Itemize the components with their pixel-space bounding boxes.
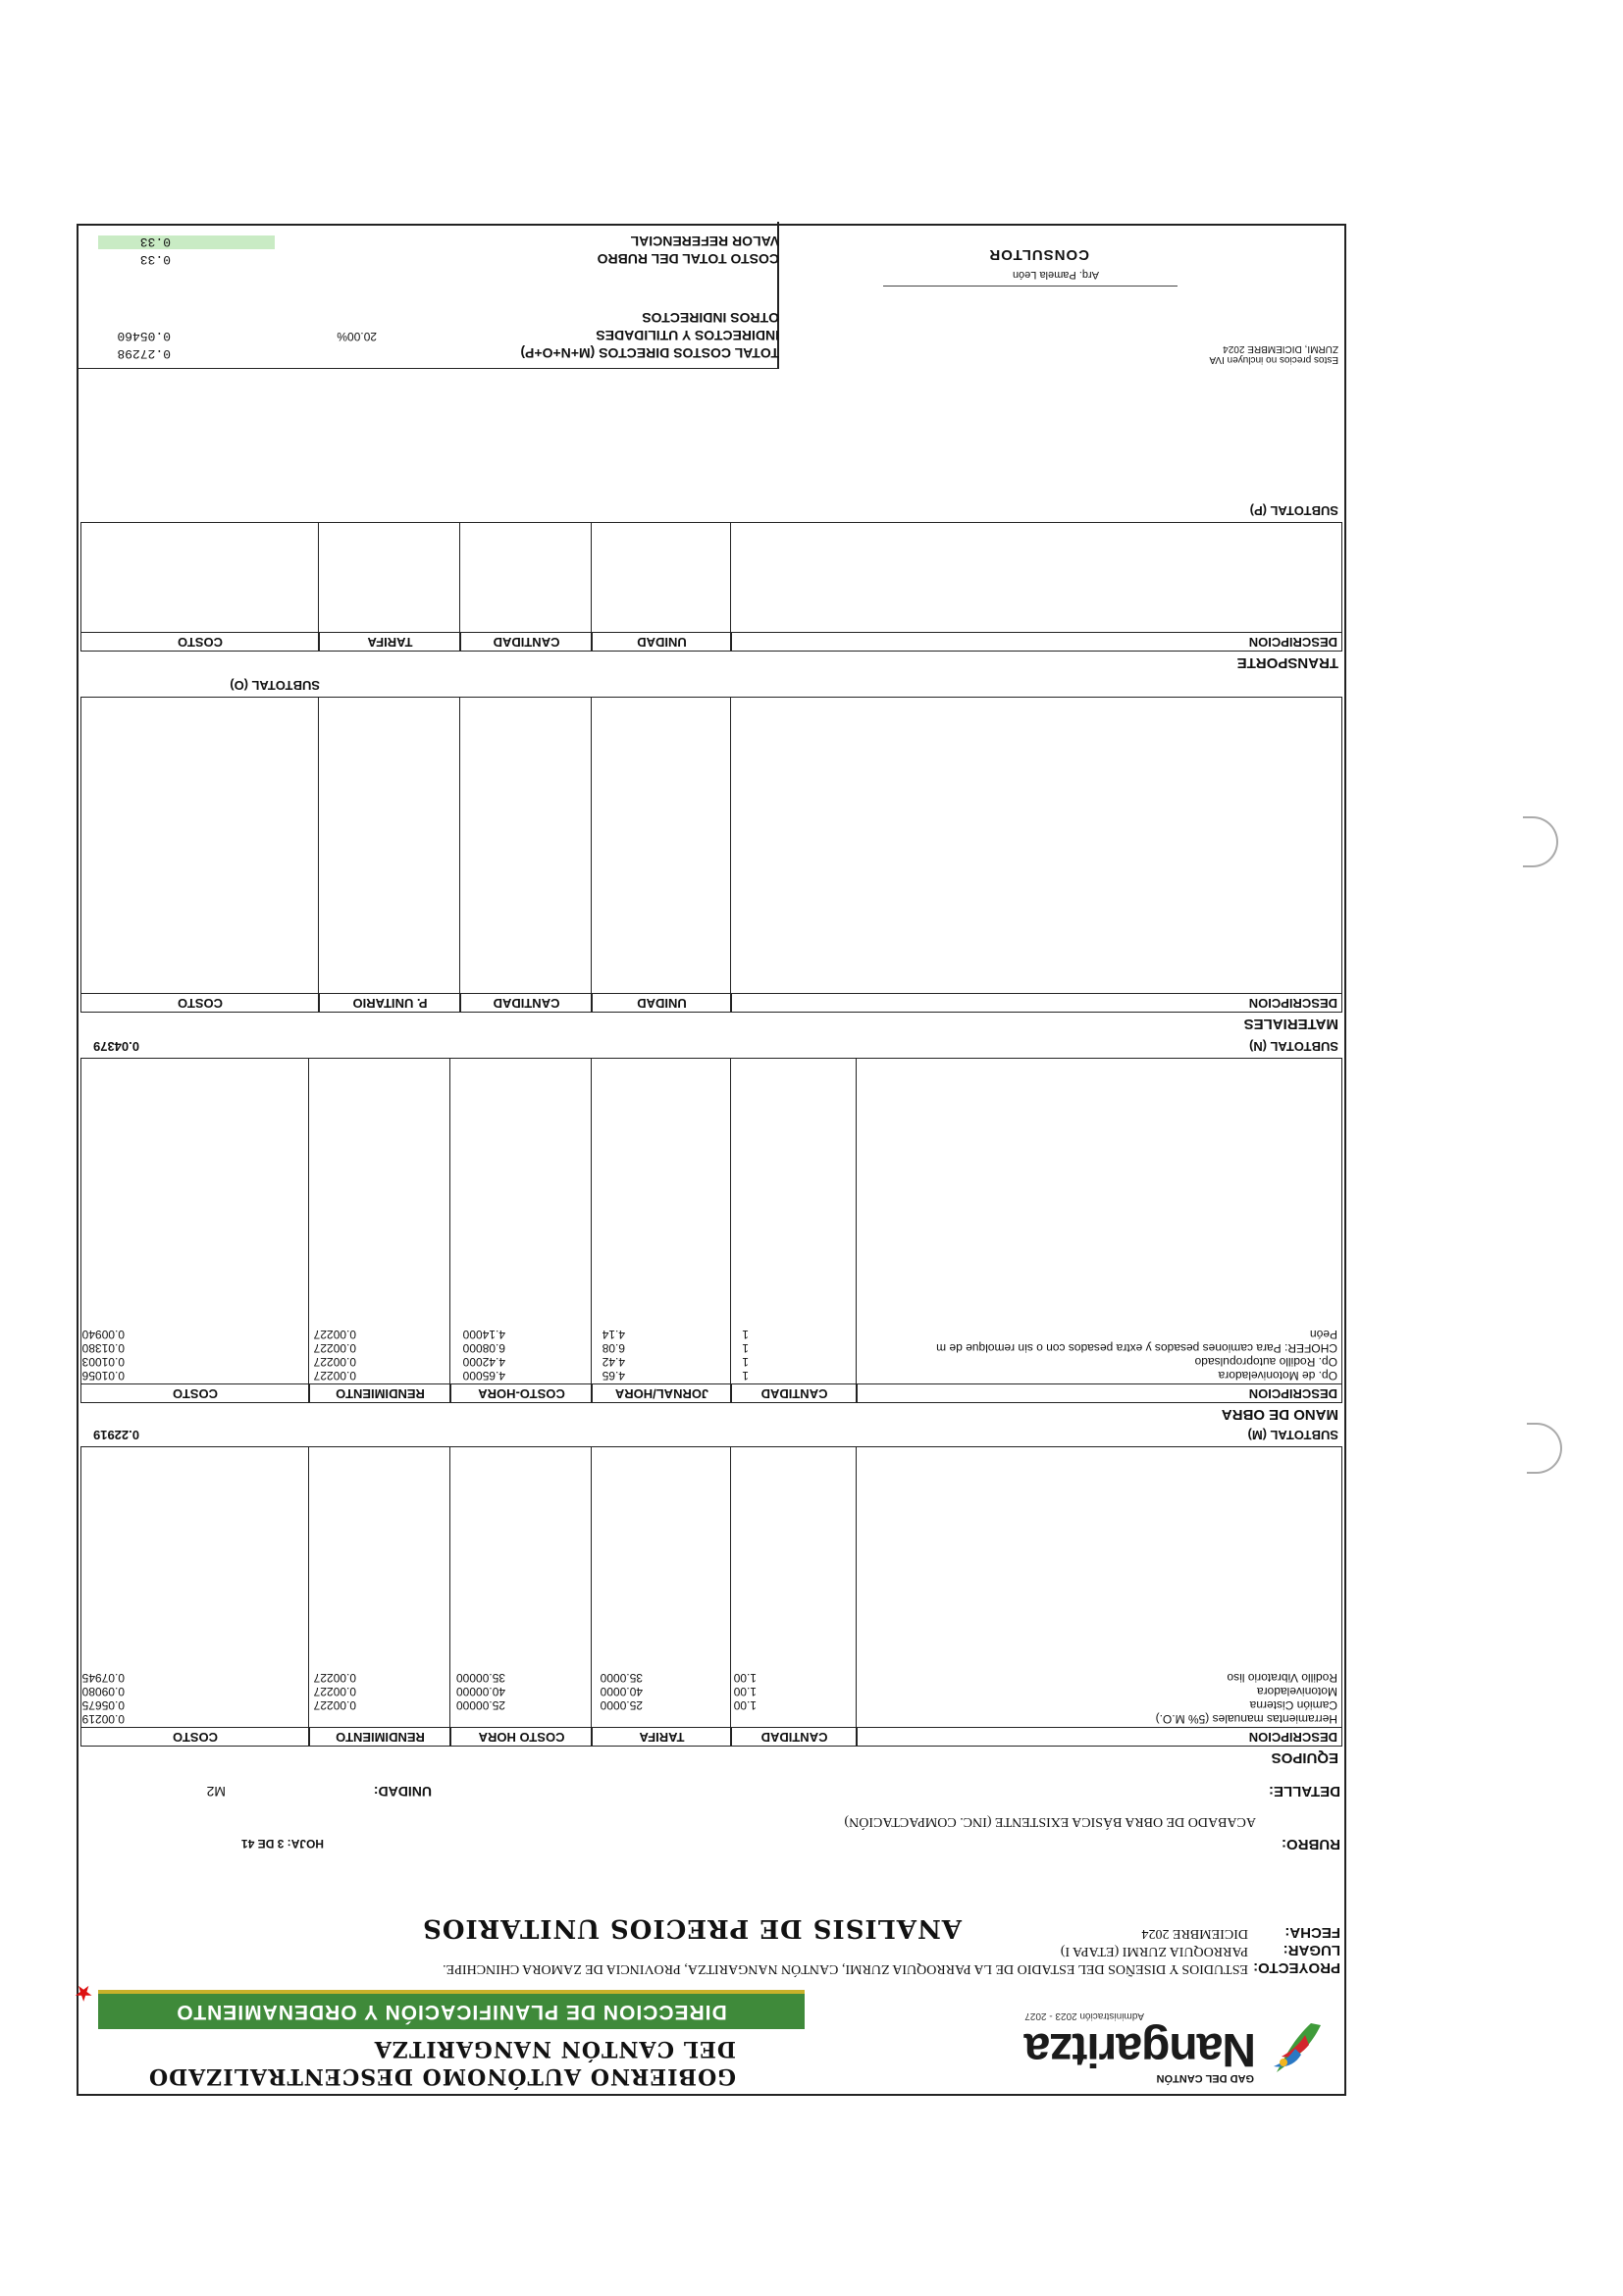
column-divider bbox=[308, 1447, 309, 1746]
transport-title: TRANSPORTE bbox=[1236, 654, 1338, 671]
labor-performance: 0.00227 bbox=[313, 1341, 356, 1355]
rubro-label: RUBRO: bbox=[1282, 1836, 1340, 1852]
labor-desc: Op. de Motoniveladora bbox=[1218, 1369, 1337, 1383]
labor-wage: 4.42 bbox=[602, 1355, 625, 1369]
equipment-quantity: 1.00 bbox=[733, 1698, 757, 1712]
materials-title: MATERIALES bbox=[1243, 1016, 1338, 1032]
equipment-subtotal: 0.22919 bbox=[93, 1428, 139, 1442]
equipment-title: EQUIPOS bbox=[1271, 1749, 1338, 1766]
labor-quantity: 1 bbox=[742, 1328, 749, 1341]
column-divider bbox=[308, 1059, 309, 1402]
punch-hole bbox=[1527, 1423, 1562, 1474]
project-value: ESTUDIOS Y DISEÑOS DEL ESTADIO DE LA PARROQUIA ZURMI, CANTÓN NANGARITZA, PROVINCIA DE ZAMORA CHINCHIPE. bbox=[443, 1961, 1248, 1976]
unit-value: M2 bbox=[206, 1784, 226, 1800]
column-divider bbox=[730, 523, 731, 651]
column-divider bbox=[459, 698, 460, 1012]
reference-value: 0.33 bbox=[139, 235, 171, 249]
equipment-header-performance: RENDIMIENTO bbox=[309, 1728, 450, 1746]
consultant-title: CONSULTOR bbox=[988, 246, 1089, 263]
labor-hour-cost: 4.65000 bbox=[462, 1369, 505, 1383]
document-title: ANALISIS DE PRECIOS UNITARIOS bbox=[422, 1913, 962, 1943]
column-divider bbox=[459, 523, 460, 651]
header-divider bbox=[81, 993, 1341, 994]
equipment-cost: 0.07945 bbox=[81, 1671, 125, 1685]
labor-title: MANO DE OBRA bbox=[1221, 1406, 1338, 1423]
totals bbox=[79, 222, 779, 365]
equipment-table bbox=[80, 1446, 1342, 1747]
column-divider bbox=[730, 698, 731, 1012]
hummingbird-logo-icon bbox=[1262, 2015, 1331, 2084]
labor-desc: Op. Rodillo autopropulsado bbox=[1194, 1355, 1337, 1369]
labor-subtotal: 0.04379 bbox=[93, 1039, 139, 1054]
project-row bbox=[84, 1957, 1340, 1976]
labor-cost: 0.01380 bbox=[81, 1341, 125, 1355]
location-value: PARROQUIA ZURMI (ETAPA I) bbox=[1060, 1944, 1248, 1958]
indirect-label: INDIRECTOS Y UTILIDADES bbox=[596, 328, 779, 343]
labor-cost: 0.00940 bbox=[81, 1328, 125, 1341]
equipment-cost: 0.00219 bbox=[81, 1712, 125, 1726]
equipment-rate: 35.0000 bbox=[600, 1671, 643, 1685]
equipment-performance: 0.00227 bbox=[313, 1671, 356, 1685]
price-analysis-sheet bbox=[69, 218, 1354, 2102]
equipment-cost: 0.05675 bbox=[81, 1698, 125, 1712]
equipment-quantity: 1.00 bbox=[733, 1685, 757, 1698]
materials-header-unit-price: P. UNITARIO bbox=[319, 994, 460, 1012]
transport-header-cost: COSTO bbox=[178, 635, 223, 650]
column-divider bbox=[730, 1059, 731, 1402]
labor-hour-cost: 6.08000 bbox=[462, 1341, 505, 1355]
total-rubro-value: 0.33 bbox=[139, 252, 171, 267]
column-divider bbox=[318, 698, 319, 1012]
column-divider bbox=[730, 1447, 731, 1746]
equipment-header-hour-cost: COSTO HORA bbox=[450, 1728, 592, 1746]
labor-hour-cost: 4.14000 bbox=[462, 1328, 505, 1341]
column-divider bbox=[591, 1059, 592, 1402]
header-divider bbox=[81, 1727, 1341, 1728]
transport-header-description: DESCRIPCION bbox=[731, 633, 1341, 651]
equipment-header-rate: TARIFA bbox=[592, 1728, 731, 1746]
equipment-rate: 40.0000 bbox=[600, 1685, 643, 1698]
transport-header-rate: TARIFA bbox=[319, 633, 460, 651]
labor-header-wage: JORNAL/HORA bbox=[592, 1384, 731, 1402]
labor-header-cost: COSTO bbox=[173, 1386, 218, 1401]
date-value: DICIEMBRE 2024 bbox=[1141, 1926, 1248, 1941]
equipment-header-quantity: CANTIDAD bbox=[731, 1728, 857, 1746]
logo-caption: GAD DEL CANTÓN bbox=[1156, 2072, 1254, 2084]
header-divider bbox=[81, 632, 1341, 633]
consultant-name: Arq. Pamela León bbox=[1012, 269, 1099, 281]
column-divider bbox=[449, 1059, 450, 1402]
labor-desc: CHOFER: Para camiones pesados y extra pesados con o sin remolque de m bbox=[936, 1341, 1337, 1355]
vat-note: Estos precios no incluyen IVA bbox=[1209, 354, 1338, 365]
labor-quantity: 1 bbox=[742, 1341, 749, 1355]
materials-table bbox=[80, 697, 1342, 1013]
detail-label: DETALLE: bbox=[1268, 1783, 1340, 1800]
labor-quantity: 1 bbox=[742, 1355, 749, 1369]
equipment-hour-cost: 25.00000 bbox=[455, 1698, 505, 1712]
header-divider bbox=[81, 1383, 1341, 1384]
date-label: FECHA: bbox=[1284, 1924, 1340, 1941]
logo-administration: Administración 2023 - 2027 bbox=[1024, 2010, 1144, 2021]
punch-hole bbox=[1523, 816, 1558, 867]
footer-note bbox=[1209, 343, 1338, 365]
indirect-percent: 20.00% bbox=[337, 330, 377, 343]
labor-hour-cost: 4.42000 bbox=[462, 1355, 505, 1369]
project-label: PROYECTO: bbox=[1253, 1959, 1340, 1976]
rubro-value: ACABADO DE OBRA BÁSICA EXISTENTE (INC. COMPACTACIÓN) bbox=[844, 1814, 1256, 1829]
transport-table bbox=[80, 522, 1342, 652]
labor-header-hour-cost: COSTO-HORA bbox=[450, 1384, 592, 1402]
equipment-desc: Camión Cisterna bbox=[1249, 1698, 1337, 1712]
column-divider bbox=[591, 523, 592, 651]
sheet-number: HOJA: 3 DE 41 bbox=[240, 1837, 324, 1851]
equipment-cost: 0.09080 bbox=[81, 1685, 125, 1698]
signature-line bbox=[883, 286, 1178, 287]
government-line-1: GOBIERNO AUTÓNOMO DESCENTRALIZADO bbox=[147, 2063, 736, 2089]
column-divider bbox=[318, 523, 319, 651]
nangaritza-logo bbox=[918, 2008, 1331, 2090]
unit-label: UNIDAD: bbox=[373, 1784, 432, 1800]
labor-header-quantity: CANTIDAD bbox=[731, 1384, 857, 1402]
department-banner: DIRECCION DE PLANIFICACIÓN Y ORDENAMIENTO bbox=[98, 1990, 805, 2029]
labor-desc: Peón bbox=[1309, 1328, 1337, 1341]
indirect-value: 0.05460 bbox=[117, 329, 171, 343]
materials-header-quantity: CANTIDAD bbox=[460, 994, 592, 1012]
column-divider bbox=[449, 1447, 450, 1746]
total-direct-label: TOTAL COSTOS DIRECTOS (M+N+O+P) bbox=[520, 345, 779, 361]
transport-header-quantity: CANTIDAD bbox=[460, 633, 592, 651]
materials-subtotal-label: SUBTOTAL (O) bbox=[230, 678, 320, 693]
location-label: LUGAR: bbox=[1283, 1942, 1340, 1958]
equipment-rate: 25.0000 bbox=[600, 1698, 643, 1712]
labor-subtotal-label: SUBTOTAL (N) bbox=[1249, 1039, 1338, 1054]
labor-performance: 0.00227 bbox=[313, 1355, 356, 1369]
reference-label: VALOR REFERENCIAL bbox=[630, 234, 779, 249]
column-divider bbox=[591, 698, 592, 1012]
equipment-hour-cost: 35.00000 bbox=[455, 1671, 505, 1685]
equipment-quantity: 1.00 bbox=[733, 1671, 757, 1685]
labor-quantity: 1 bbox=[742, 1369, 749, 1383]
scanned-page bbox=[69, 218, 1354, 2102]
materials-header-unit: UNIDAD bbox=[592, 994, 731, 1012]
other-indirect-label: OTROS INDIRECTOS bbox=[642, 310, 779, 326]
column-divider bbox=[591, 1447, 592, 1746]
government-title bbox=[128, 2035, 736, 2090]
footer-date: ZURMI, DICIEMBRE 2024 bbox=[1223, 343, 1338, 354]
total-rubro-label: COSTO TOTAL DEL RUBRO bbox=[597, 251, 779, 267]
transport-subtotal-label: SUBTOTAL (P) bbox=[1249, 503, 1338, 518]
materials-header-description: DESCRIPCION bbox=[731, 994, 1341, 1012]
equipment-desc: Herramientas manuales (5% M.O.) bbox=[1155, 1712, 1337, 1726]
labor-performance: 0.00227 bbox=[313, 1328, 356, 1341]
equipment-header-cost: COSTO bbox=[173, 1730, 218, 1745]
materials-header-cost: COSTO bbox=[178, 996, 223, 1011]
labor-header-performance: RENDIMIENTO bbox=[309, 1384, 450, 1402]
logo-wordmark: Nangaritza bbox=[1024, 2023, 1256, 2075]
star-icon: ★ bbox=[74, 1981, 93, 2006]
equipment-performance: 0.00227 bbox=[313, 1698, 356, 1712]
government-line-2: DEL CANTÓN NANGARITZA bbox=[373, 2036, 736, 2061]
equipment-desc: Rodillo Vibratorio liso bbox=[1227, 1671, 1337, 1685]
transport-header-unit: UNIDAD bbox=[592, 633, 731, 651]
labor-header-description: DESCRIPCION bbox=[857, 1384, 1341, 1402]
labor-performance: 0.00227 bbox=[313, 1369, 356, 1383]
equipment-desc: Motoniveladora bbox=[1256, 1685, 1337, 1698]
labor-wage: 4.14 bbox=[602, 1328, 625, 1341]
labor-wage: 4.65 bbox=[602, 1369, 625, 1383]
equipment-subtotal-label: SUBTOTAL (M) bbox=[1247, 1428, 1338, 1442]
column-divider bbox=[856, 1447, 857, 1746]
labor-table bbox=[80, 1058, 1342, 1403]
equipment-header-description: DESCRIPCION bbox=[857, 1728, 1341, 1746]
total-direct-value: 0.27298 bbox=[117, 346, 171, 361]
labor-wage: 6.08 bbox=[602, 1341, 625, 1355]
equipment-performance: 0.00227 bbox=[313, 1685, 356, 1698]
labor-cost: 0.01056 bbox=[81, 1369, 125, 1383]
labor-cost: 0.01003 bbox=[81, 1355, 125, 1369]
equipment-hour-cost: 40.00000 bbox=[455, 1685, 505, 1698]
